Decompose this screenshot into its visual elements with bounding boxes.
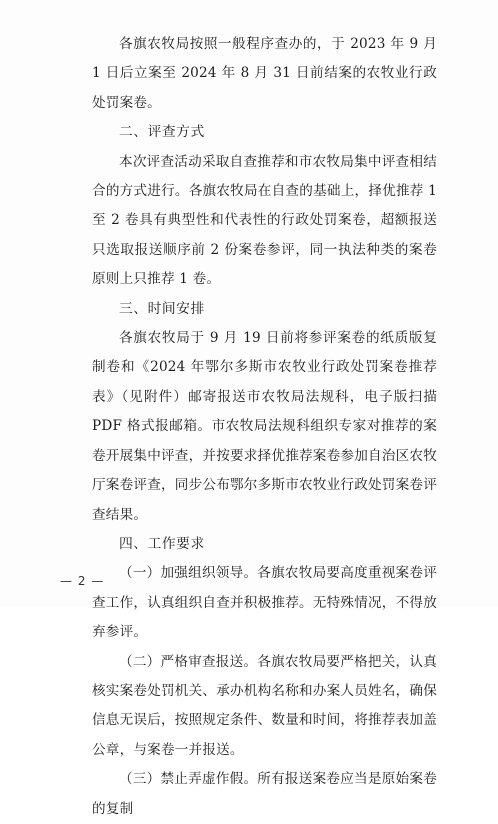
evaluation-method-paragraph: 本次评查活动采取自查推荐和市农牧局集中评查相结合的方式进行。各旗农牧局在自查的基础上，择优推荐 1 至 2 卷具有典型性和代表性的行政处罚案卷，超额报送只选取报送顺序前 2 份案卷参评，同一执法种类的案卷原则上只推荐 1 卷。 bbox=[92, 153, 437, 288]
schedule-paragraph: 各旗农牧局于 9 月 19 日前将参评案卷的纸质版复制卷和《2024 年鄂尔多斯市农牧业行政处罚案卷推荐表》（见附件）邮寄报送市农牧局法规科，电子版扫描 PDF 格式报邮箱。市农牧局法规科组织专家对推荐的案卷开展集中评查，并按要求择优推荐案卷参加自治区农牧厅案卷评查，同步公布鄂尔多斯市农牧业行政处罚案卷评查结果。 bbox=[92, 330, 437, 523]
requirement-item-2: （二）严格审查报送。各旗农牧局要严格把关，认真核实案卷处罚机关、承办机构名称和办案人员姓名，确保信息无误后，按照规定条件、数量和时间，将推荐表加盖公章，与案卷一并报送。 bbox=[92, 653, 437, 758]
page-number: — 2 — bbox=[60, 574, 105, 588]
requirement-item-3: （三）禁止弄虚作假。所有报送案卷应当是原始案卷的复制 bbox=[92, 771, 437, 817]
section-heading-schedule: 三、时间安排 bbox=[119, 300, 205, 317]
document-body bbox=[92, 30, 437, 824]
requirement-item-1: （一）加强组织领导。各旗农牧局要高度重视案卷评查工作，认真组织自查并积极推荐。无特殊情况，不得放弃参评。 bbox=[92, 565, 437, 641]
section-heading-evaluation-method: 二、评查方式 bbox=[119, 124, 205, 141]
intro-paragraph: 各旗农牧局按照一般程序查办的，于 2023 年 9 月 1 日后立案至 2024 年 8 月 31 日前结案的农牧业行政处罚案卷。 bbox=[92, 36, 437, 111]
section-heading-requirements: 四、工作要求 bbox=[119, 535, 205, 552]
